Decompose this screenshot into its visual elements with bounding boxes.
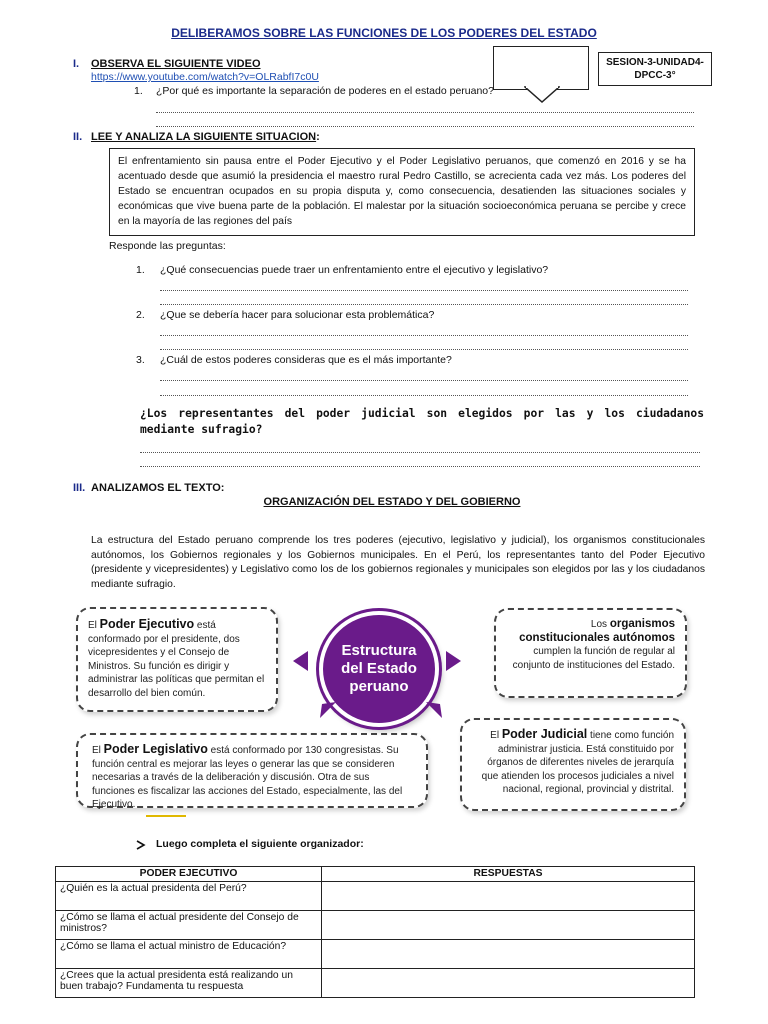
answer-line[interactable] [160, 394, 688, 396]
arrow-bullet-icon [136, 840, 146, 850]
session-line-1: SESION-3-UNIDAD4- [606, 57, 704, 68]
callout-arrow-icon [524, 86, 560, 104]
judicial-card [460, 718, 686, 811]
organizer-instruction: Luego completa el siguiente organizador: [156, 838, 364, 850]
answer-cell[interactable] [322, 969, 695, 998]
page-title: DELIBERAMOS SOBRE LAS FUNCIONES DE LOS PODERES DEL ESTADO [171, 26, 597, 40]
answer-line[interactable] [140, 451, 700, 453]
respond-instruction: Responde las preguntas: [109, 240, 226, 252]
answer-cell[interactable] [322, 940, 695, 969]
legislativo-pre: El [92, 745, 104, 756]
organismos-card [494, 608, 687, 698]
answer-cell[interactable] [322, 911, 695, 940]
decorative-line [146, 815, 186, 817]
answer-line[interactable] [160, 303, 688, 305]
section-2-title-colon: : [316, 131, 320, 143]
judicial-question: ¿Los representantes del poder judicial son elegidos por las y los ciudadanos mediante sufragio? [140, 407, 704, 436]
arrow-right-icon [444, 650, 462, 672]
legislativo-text: está conformado por 130 congresistas. Su función central es mejorar las leyes o generar las que se consideren necesarias a través de la deliberación y discusión. Otra de sus funciones es fiscalizar las acciones del Estado, especialmente, las del Ejecutivo. [92, 745, 403, 810]
section-1-question-number: 1. [134, 85, 143, 97]
center-title: Estructura del Estado peruano [341, 642, 417, 695]
question-number: 3. [136, 354, 145, 366]
question-text: ¿Qué consecuencias puede traer un enfrentamiento entre el ejecutivo y legislativo? [160, 264, 549, 276]
ejecutivo-pre: El [88, 620, 100, 631]
judicial-pre: El [490, 730, 502, 741]
answer-line[interactable] [160, 334, 688, 336]
situation-box: El enfrentamiento sin pausa entre el Poder Ejecutivo y el Poder Legislativo peruanos, que comenzó en 2016 y se ha acentuado desde que asumió la presidencia el maestro rural Pedro Castillo, se acrecienta cada vez más. Los poderes del Estado se encuentran ocupados en su propia disputa y, como consecuencia, desatienden las situaciones sociales y económicas que vive buena parte de la población. El malestar por la situación socioeconómica peruana se percibe y crece en la mayoría de las regiones del país [109, 148, 695, 236]
answer-line[interactable] [160, 289, 688, 291]
header-poder-ejecutivo: PODER EJECUTIVO [56, 867, 322, 882]
question-number: 2. [136, 309, 145, 321]
session-line-2: DPCC-3° [634, 70, 676, 81]
arrow-down-left-icon [318, 700, 338, 720]
answer-line[interactable] [156, 111, 694, 113]
answer-line[interactable] [140, 465, 700, 467]
section-1-question: ¿Por qué es importante la separación de poderes en el estado peruano? [156, 85, 494, 97]
table-row [56, 940, 695, 969]
section-3-subtitle: ORGANIZACIÓN DEL ESTADO Y DEL GOBIERNO [263, 496, 521, 508]
question-text: ¿Que se debería hacer para solucionar esta problemática? [160, 309, 435, 321]
organismos-pre: Los [590, 619, 610, 630]
arrow-down-right-icon [424, 700, 444, 720]
section-3-number: III. [73, 482, 86, 494]
organismos-heading: organismos constitucionales autónomos [519, 618, 675, 644]
section-2-number: II. [73, 131, 83, 143]
answer-cell[interactable] [322, 882, 695, 911]
organismos-text: cumplen la función de regular al conjunto de instituciones del Estado. [512, 646, 675, 671]
answer-line[interactable] [156, 125, 694, 127]
question-number: 1. [136, 264, 145, 276]
table-row [56, 911, 695, 940]
question-text: ¿Cuál de estos poderes consideras que es el más importante? [160, 354, 452, 366]
section-1-title: OBSERVA EL SIGUIENTE VIDEO [91, 58, 261, 70]
legislativo-heading: Poder Legislativo [103, 742, 208, 756]
callout-box [493, 46, 589, 90]
question-cell: ¿Cómo se llama el actual ministro de Educación? [56, 940, 322, 969]
ejecutivo-text: está conformado por el presidente, dos vicepresidentes y el Consejo de Ministros. Su función es dirigir y administrar las políticas que permitan el desarrollo del bien común. [88, 620, 265, 699]
section-1-number: I. [73, 58, 80, 70]
section-3-title: ANALIZAMOS EL TEXTO [91, 482, 221, 494]
session-box [598, 52, 712, 86]
state-structure-paragraph: La estructura del Estado peruano comprende los tres poderes (ejecutivo, legislativo y judicial), los organismos constitucionales autónomos, los Gobiernos regionales y los Gobiernos municipales. En el Perú, los representantes tanto del Poder Ejecutivo (presidente y vicepresidentes) y Legislativo como los de los gobiernos regionales y municipales son elegidos por las y los ciudadanos mediante sufragio. [91, 535, 705, 590]
question-cell: ¿Crees que la actual presidenta está realizando un buen trabajo? Fundamenta tu respuesta [56, 969, 322, 998]
arrow-left-icon [292, 650, 310, 672]
section-3-title-colon: : [220, 482, 225, 494]
ejecutivo-heading: Poder Ejecutivo [99, 617, 195, 631]
video-link[interactable]: https://www.youtube.com/watch?v=OLRabfI7c0U [91, 71, 319, 83]
legislativo-card [76, 733, 428, 808]
ejecutivo-card [76, 607, 278, 712]
question-cell: ¿Cómo se llama el actual presidente del Consejo de ministros? [56, 911, 322, 940]
header-respuestas: RESPUESTAS [322, 867, 695, 882]
answer-line[interactable] [160, 379, 688, 381]
table-header-row [56, 867, 695, 882]
judicial-heading: Poder Judicial [501, 727, 588, 741]
answer-line[interactable] [160, 348, 688, 350]
judicial-text: tiene como función administrar justicia. Está constituido por órganos de diferentes niveles de jerarquía que atienden los procesos judiciales a nivel nacional, regional, provincial y distrital. [481, 730, 674, 795]
question-cell: ¿Quién es la actual presidenta del Perú? [56, 882, 322, 911]
table-row [56, 882, 695, 911]
section-2-heading [91, 131, 320, 143]
section-3-heading [91, 482, 224, 494]
section-2-title: LEE Y ANALIZA LA SIGUIENTE SITUACION [91, 131, 317, 143]
table-row [56, 969, 695, 998]
organizer-table [55, 866, 695, 998]
